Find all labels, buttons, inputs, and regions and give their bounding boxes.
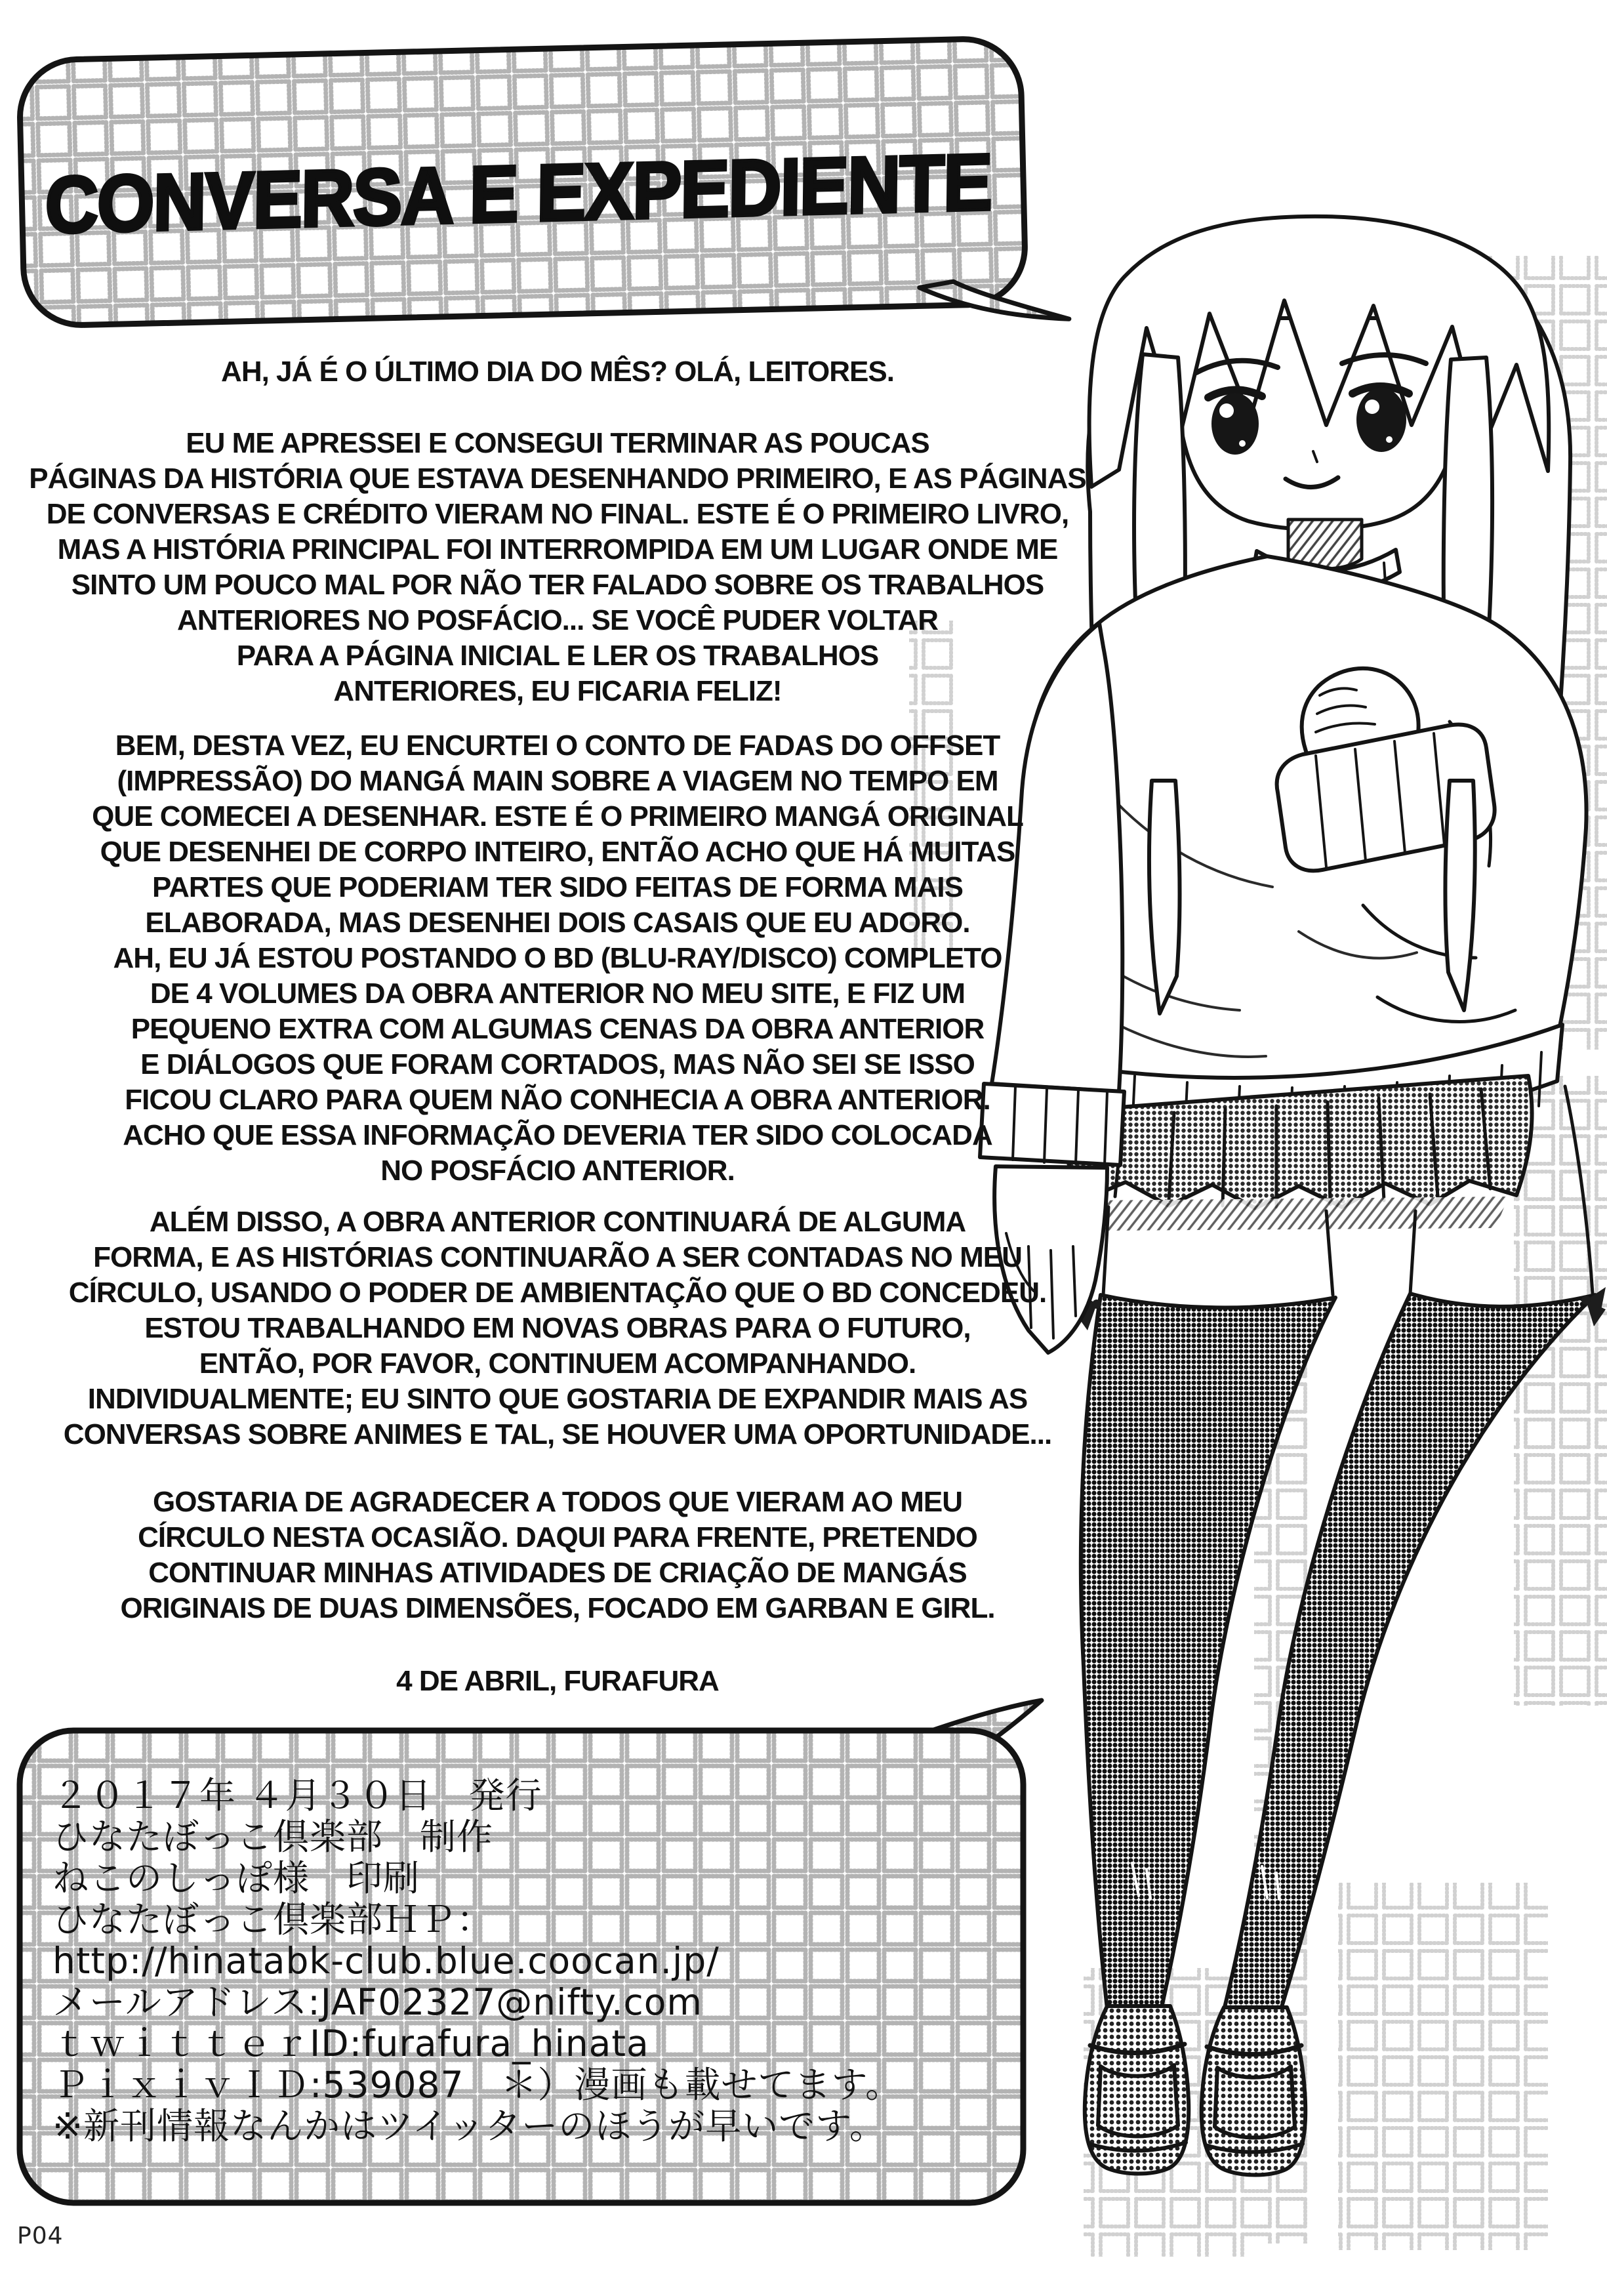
- text-line: http://hinatabk-club.blue.coocan.jp/: [52, 1940, 720, 1982]
- page-number: P04: [17, 2223, 64, 2249]
- text-line: DE 4 VOLUMES DA OBRA ANTERIOR NO MEU SITE, E FIZ UM: [150, 977, 966, 1010]
- text-line: DE CONVERSAS E CRÉDITO VIERAM NO FINAL. ESTE É O PRIMEIRO LIVRO,: [46, 498, 1069, 530]
- text-line: ESTOU TRABALHANDO EM NOVAS OBRAS PARA O FUTURO,: [144, 1312, 971, 1344]
- text-line: ひなたぼっこ倶楽部ＨＰ：: [52, 1898, 494, 1940]
- text-line: PARA A PÁGINA INICIAL E LER OS TRABALHOS: [236, 640, 879, 672]
- text-line: PEQUENO EXTRA COM ALGUMAS CENAS DA OBRA ANTERIOR: [131, 1013, 985, 1045]
- text-line: ※新刊情報なんかはツイッターのほうが早いです。: [52, 2105, 886, 2147]
- text-line: NO POSFÁCIO ANTERIOR.: [380, 1155, 735, 1187]
- text-line: GOSTARIA DE AGRADECER A TODOS QUE VIERAM AO MEU: [153, 1486, 962, 1518]
- text-line: AH, EU JÁ ESTOU POSTANDO O BD (BLU-RAY/DISCO) COMPLETO: [113, 942, 1002, 974]
- text-line: FICOU CLARO PARA QUEM NÃO CONHECIA A OBRA ANTERIOR.: [125, 1084, 990, 1116]
- text-line: (IMPRESSÃO) DO MANGÁ MAIN SOBRE A VIAGEM NO TEMPO EM: [117, 765, 998, 797]
- text-line: QUE DESENHEI DE CORPO INTEIRO, ENTÃO ACHO QUE HÁ MUITAS: [100, 836, 1015, 868]
- character-skirt: [1065, 1076, 1593, 1295]
- text-line: QUE COMECEI A DESENHAR. ESTE É O PRIMEIRO MANGÁ ORIGINAL: [92, 800, 1023, 832]
- text-line: EU ME APRESSEI E CONSEGUI TERMINAR AS POUCAS: [186, 427, 929, 459]
- paragraph: [26, 1204, 1089, 1452]
- skirt-shadow: [1089, 1197, 1509, 1231]
- text-line: BEM, DESTA VEZ, EU ENCURTEI O CONTO DE FADAS DO OFFSET: [115, 729, 1000, 762]
- text-line: ANTERIORES NO POSFÁCIO... SE VOCÊ PUDER VOLTAR: [176, 604, 939, 636]
- text-line: CONTINUAR MINHAS ATIVIDADES DE CRIAÇÃO DE MANGÁS: [148, 1557, 967, 1589]
- text-line: ENTÃO, POR FAVOR, CONTINUEM ACOMPANHANDO.: [199, 1347, 916, 1380]
- text-line: ２０１７年 ４月３０日 発行: [52, 1774, 542, 1816]
- text-line: ACHO QUE ESSA INFORMAÇÃO DEVERIA TER SIDO COLOCADA: [123, 1119, 992, 1151]
- text-line: 4 DE ABRIL, FURAFURA: [396, 1665, 719, 1697]
- text-line: ひなたぼっこ倶楽部 制作: [52, 1816, 494, 1858]
- plaid-strip: [1514, 1076, 1607, 1706]
- page-title: CONVERSA E EXPEDIENTE: [45, 137, 992, 250]
- text-line: ＰｉｘｉｖＩＤ:539087 ＊）漫画も載せてます。: [52, 2064, 903, 2106]
- paragraph: [26, 426, 1089, 709]
- text-line: MAS A HISTÓRIA PRINCIPAL FOI INTERROMPIDA EM UM LUGAR ONDE ME: [57, 533, 1058, 565]
- text-line: ELABORADA, MAS DESENHEI DOIS CASAIS QUE EU ADORO.: [145, 907, 970, 939]
- text-line: INDIVIDUALMENTE; EU SINTO QUE GOSTARIA DE EXPANDIR MAIS AS: [87, 1383, 1028, 1415]
- text-line: ALÉM DISSO, A OBRA ANTERIOR CONTINUARÁ DE ALGUMA: [149, 1206, 966, 1238]
- paragraph: [26, 1664, 1089, 1699]
- plaid-strip: [1338, 1883, 1548, 2250]
- text-line: メールアドレス:JAF02327@nifty.com: [52, 1981, 703, 2023]
- text-line: PARTES QUE PODERIAM TER SIDO FEITAS DE FORMA MAIS: [152, 871, 964, 903]
- afterword-text: [26, 354, 1089, 1699]
- text-line: SINTO UM POUCO MAL POR NÃO TER FALADO SOBRE OS TRABALHOS: [71, 569, 1044, 601]
- text-line: PÁGINAS DA HISTÓRIA QUE ESTAVA DESENHANDO PRIMEIRO, E AS PÁGINAS: [29, 462, 1086, 495]
- eye-left: [1211, 393, 1259, 455]
- text-line: ANTERIORES, EU FICARIA FELIZ!: [333, 675, 782, 707]
- text-line: CÍRCULO NESTA OCASIÃO. DAQUI PARA FRENTE, PRETENDO: [138, 1521, 977, 1553]
- text-line: FORMA, E AS HISTÓRIAS CONTINUARÃO A SER CONTADAS NO MEU: [93, 1241, 1022, 1273]
- colophon-text: [52, 1775, 990, 2147]
- text-line: AH, JÁ É O ÚLTIMO DIA DO MÊS? OLÁ, LEITORES.: [221, 356, 894, 388]
- text-line: ORIGINAIS DE DUAS DIMENSÕES, FOCADO EM GARBAN E GIRL.: [120, 1592, 995, 1624]
- paragraph: [26, 354, 1089, 390]
- text-line: E DIÁLOGOS QUE FORAM CORTADOS, MAS NÃO SEI SE ISSO: [140, 1048, 975, 1080]
- text-line: ｔｗｉｔｔｅｒID:furafura_hinata: [52, 2022, 649, 2064]
- paragraph: [26, 728, 1089, 1189]
- paragraph: [26, 1485, 1089, 1626]
- text-line: CONVERSAS SOBRE ANIMES E TAL, SE HOUVER UMA OPORTUNIDADE...: [63, 1418, 1052, 1450]
- text-line: ねこのしっぽ様 印刷: [52, 1857, 420, 1899]
- eye-right: [1356, 388, 1406, 452]
- text-line: CÍRCULO, USANDO O PODER DE AMBIENTAÇÃO QUE O BD CONCEDEU.: [68, 1277, 1047, 1309]
